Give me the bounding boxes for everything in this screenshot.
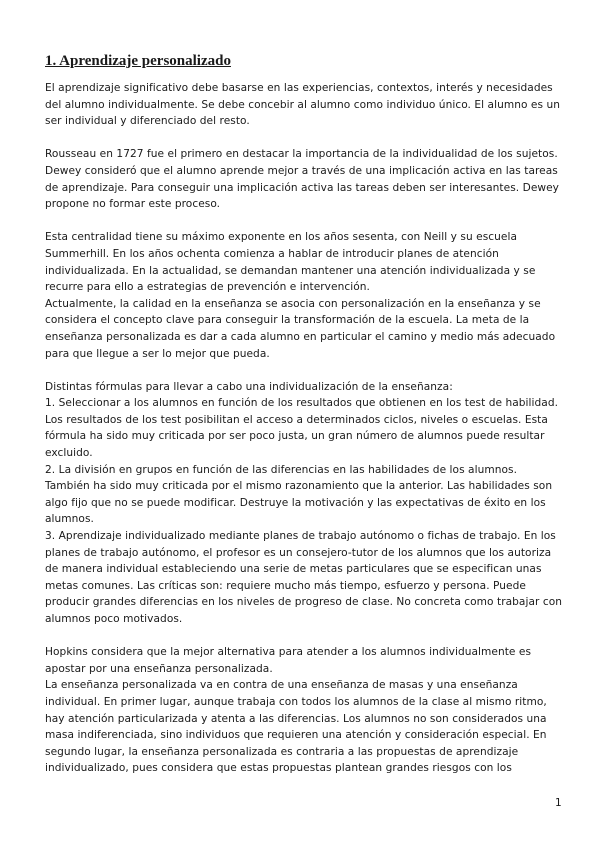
document-page — [45, 52, 565, 794]
page-number: 1 — [555, 797, 562, 809]
formulas-list — [45, 379, 565, 628]
formula-item-2: 2. La división en grupos en función de las diferencias en las habilidades de los alumnos. También ha sido muy criticada por el mismo razonamiento que la anterior. Las habilidades son algo fijo que no se puede modificar. Destruye la motivación y las expectativas de éxito en los alumnos. — [45, 463, 553, 526]
formulas-intro: Distintas fórmulas para llevar a cabo una individualización de la enseñanza: — [45, 380, 453, 393]
paragraph-block-3 — [45, 229, 565, 362]
paragraph-2: Rousseau en 1727 fue el primero en destacar la importancia de la individualidad de los sujetos. Dewey consideró que el alumno aprende mejor a través de una implicación activa en las tareas de aprendizaje. Para conseguir una implicación activa las tareas deben ser interesantes. Dewey propone no formar este proceso. — [45, 148, 559, 211]
paragraph-3b: Actualmente, la calidad en la enseñanza se asocia con personalización en la enseñanza y se considera el concepto clave para conseguir la transformación de la escuela. La meta de la enseñanza personalizada es dar a cada alumno en particular el camino y medio más adecuado para que llegue a ser lo mejor que pueda. — [45, 297, 556, 360]
paragraph-3a: Esta centralidad tiene su máximo exponente en los años sesenta, con Neill y su escuela Summerhill. En los años ochenta comienza a hablar de introducir planes de atención individualizada. En la actualidad, se demandan mantener una atención individualizada y se recurre para ello a estrategias de prevención e intervención. — [45, 231, 536, 294]
formula-item-3: 3. Aprendizaje individualizado mediante planes de trabajo autónomo o fichas de trabajo. En los planes de trabajo autónomo, el profesor es un consejero-tutor de los alumnos que los autoriza de manera individual estableciendo una serie de metas particulares que se especifican unas metas comunes. Las críticas son: requiere mucho más tiempo, esfuerzo y persona. Puede producir grandes diferencias en los niveles de progreso de clase. No concreta como trabajar con alumnos poco motivados. — [45, 530, 562, 625]
formula-item-1: 1. Seleccionar a los alumnos en función de los resultados que obtienen en los test de habilidad. Los resultados de los test posibilitan el acceso a determinados ciclos, niveles o escuelas. Esta fórmula ha sido muy criticada por ser poco justa, un gran número de alumnos puede resultar excluido. — [45, 397, 559, 460]
paragraph-block-5 — [45, 644, 565, 777]
section-heading: 1. Aprendizaje personalizado — [45, 53, 231, 69]
paragraph-5a: Hopkins considera que la mejor alternativa para atender a los alumnos individualmente es apostar por una enseñanza personalizada. — [45, 646, 532, 675]
paragraph-5b: La enseñanza personalizada va en contra de una enseñanza de masas y una enseñanza individual. En primer lugar, aunque trabaja con todos los alumnos de la clase al mismo ritmo, hay atención particularizada y atenta a las diferencias. Los alumnos no son considerados una masa indiferenciada, sino individuos que requieren una atención y consideración especial. En segundo lugar, la enseñanza personalizada es contraria a las propuestas de aprendizaje individualizado, pues considera que estas propuestas plantean grandes riesgos con los — [45, 679, 547, 775]
paragraph-1: El aprendizaje significativo debe basarse en las experiencias, contextos, interés y necesidades del alumno individualmente. Se debe concebir al alumno como individuo único. El alumno es un ser individual y diferenciado del resto. — [45, 82, 560, 128]
